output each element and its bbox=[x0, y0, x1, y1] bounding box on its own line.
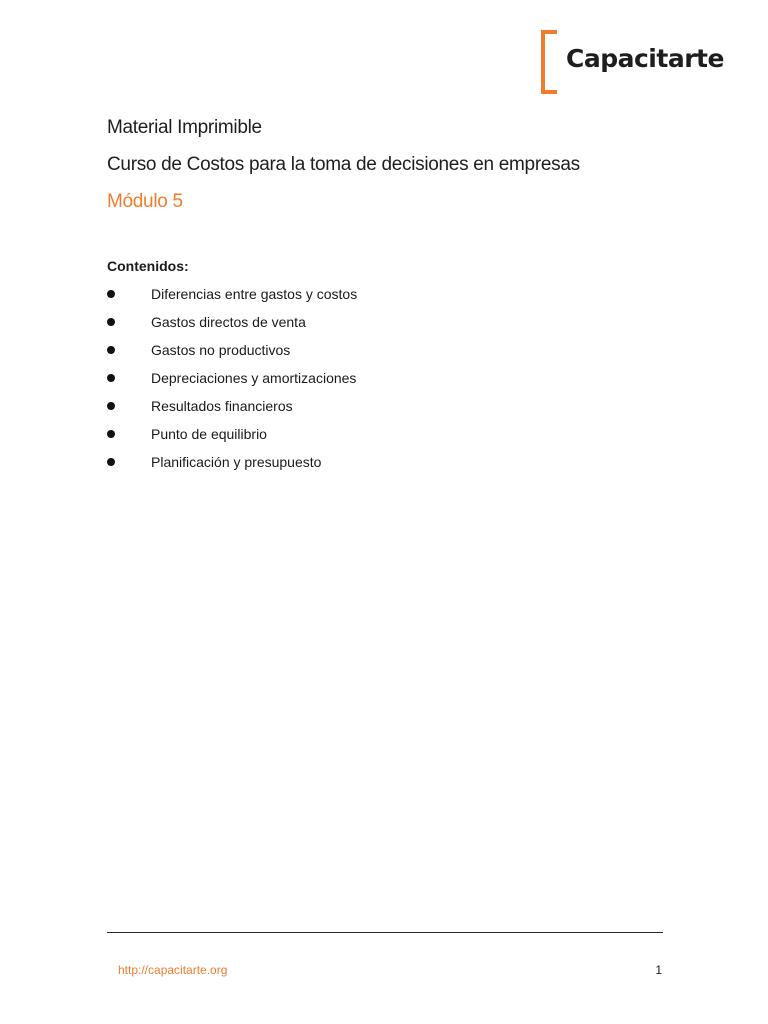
topic-label: Gastos no productivos bbox=[151, 342, 291, 358]
list-item bbox=[107, 368, 667, 396]
topic-list bbox=[107, 284, 667, 480]
list-item bbox=[107, 452, 667, 480]
capacitarte-logo bbox=[541, 30, 741, 92]
topic-label: Diferencias entre gastos y costos bbox=[151, 286, 358, 302]
bullet-icon bbox=[107, 458, 115, 466]
contents-heading: Contenidos: bbox=[107, 258, 189, 274]
bullet-icon bbox=[107, 374, 115, 382]
bullet-icon bbox=[107, 430, 115, 438]
list-item bbox=[107, 340, 667, 368]
contents-section bbox=[107, 256, 667, 480]
logo-text: Capacitarte bbox=[566, 44, 724, 73]
topic-label: Punto de equilibrio bbox=[151, 426, 267, 442]
footer-link[interactable]: http://capacitarte.org bbox=[118, 963, 228, 977]
document-title: Material Imprimible bbox=[107, 117, 262, 138]
list-item bbox=[107, 312, 667, 340]
list-item bbox=[107, 396, 667, 424]
list-item bbox=[107, 284, 667, 312]
page-number: 1 bbox=[655, 963, 662, 977]
topic-label: Resultados financieros bbox=[151, 398, 293, 414]
list-item bbox=[107, 424, 667, 452]
footer-divider bbox=[107, 932, 663, 933]
bullet-icon bbox=[107, 402, 115, 410]
topic-label: Planificación y presupuesto bbox=[151, 454, 322, 470]
bullet-icon bbox=[107, 346, 115, 354]
module-title: Módulo 5 bbox=[107, 191, 183, 212]
course-title: Curso de Costos para la toma de decisiones en empresas bbox=[107, 154, 580, 175]
topic-label: Depreciaciones y amortizaciones bbox=[151, 370, 357, 386]
bullet-icon bbox=[107, 318, 115, 326]
logo-bracket-icon bbox=[541, 30, 557, 94]
topic-label: Gastos directos de venta bbox=[151, 314, 306, 330]
bullet-icon bbox=[107, 290, 115, 298]
